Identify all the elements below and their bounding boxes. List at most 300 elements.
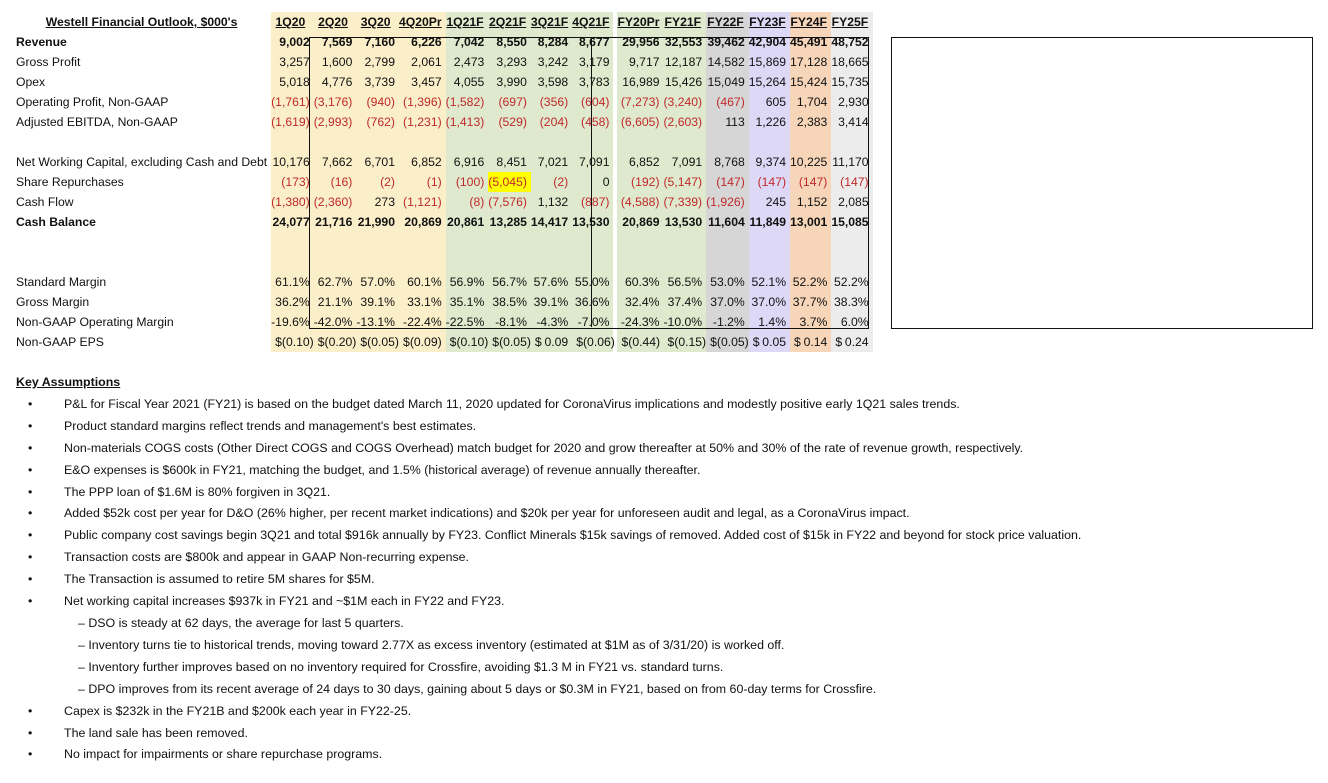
assumptions-list [16,394,1316,766]
value-text: (5,147) [663,175,703,189]
value-cell [831,52,872,72]
value-text: 273 [374,195,395,209]
value-text: (147) [798,175,828,189]
value-cell [356,172,399,192]
value-cell [831,172,872,192]
value-cell [399,92,446,112]
value-text: 52.2% [792,275,828,289]
value-text: 32.4% [624,295,660,309]
value-text: 29,956 [622,35,660,49]
spacer-cell [399,232,446,252]
assumption-text: Transaction costs are $800k and appear in GAAP Non-recurring expense. [64,550,469,565]
value-text: 245 [765,195,787,209]
row-label: Cash Balance [16,215,96,229]
value-cell [831,292,872,312]
value-text: 52.1% [751,275,787,289]
value-cell [706,152,749,172]
value-text: (0.10) [281,335,314,349]
assumption-item [16,723,1316,745]
row-label: Opex [16,75,46,89]
spacer-cell [0,252,271,272]
row-label: Adjusted EBITDA, Non-GAAP [16,115,178,129]
spacer-cell [271,132,314,152]
value-text: (6,605) [620,115,660,129]
value-text: 13,530 [664,215,703,229]
value-text: 0.05 [762,335,787,349]
value-text: 7,662 [321,155,353,169]
value-text: (7,339) [663,195,703,209]
value-text: (0.05) [367,335,399,349]
value-cell [790,32,831,52]
value-text: (2,993) [313,115,353,129]
table-row [0,152,873,172]
value-text: 2,799 [364,55,395,69]
value-cell [356,192,399,212]
bullet-marker: • [28,703,33,718]
value-text: (5,045) [488,175,527,189]
currency-symbol: $ [275,335,282,349]
assumption-item [16,438,1316,460]
value-cell [572,52,613,72]
value-cell [356,32,399,52]
value-cell [749,92,790,112]
value-text: 15,426 [664,75,703,89]
value-text: 3,739 [364,75,395,89]
spacer-cell [399,132,446,152]
sub-marker: – [78,659,85,674]
spacer-cell [488,132,531,152]
table-row [0,92,873,112]
value-cell [617,92,663,112]
table-row [0,52,873,72]
value-cell [664,112,707,132]
value-text: 56.9% [449,275,485,289]
value-text: 20,869 [622,215,660,229]
value-text: -1.2% [712,315,745,329]
assumption-text: Public company cost savings begin 3Q21 and total $916k annually by FY23. Conflict Minerals $15k savings of removed. Added cost of $15k in FY22 and beyond for stock price valuation. [64,528,1082,543]
value-cell [790,192,831,212]
value-cell [831,72,872,92]
row-label: Net Working Capital, excluding Cash and Debt [16,155,268,169]
value-cell [790,332,831,352]
value-cell [790,212,831,232]
value-cell [749,332,790,352]
value-text: (8) [469,195,485,209]
value-cell [831,32,872,52]
spacer-cell [664,252,707,272]
value-text: (2) [380,175,395,189]
value-text: 2,383 [796,115,828,129]
bullet-marker: • [28,550,33,565]
value-text: 56.5% [667,275,703,289]
value-text: 48,752 [831,35,869,49]
value-cell [617,72,663,92]
bullet-marker: • [28,396,33,411]
value-text: 52.2% [834,275,869,289]
value-cell [664,92,707,112]
assumption-text: The land sale has been removed. [64,725,248,740]
currency-symbol: $ [835,335,843,349]
spacer-cell [664,232,707,252]
value-text: (0.06) [582,335,615,349]
value-text: 32,553 [664,35,703,49]
value-cell [617,112,663,132]
value-cell [271,72,314,92]
value-cell [356,212,399,232]
value-cell [790,312,831,332]
value-cell [617,152,663,172]
value-text: 11,170 [832,155,869,169]
value-text: (2,603) [663,115,703,129]
value-text: 3,293 [496,55,527,69]
spacer-cell [664,132,707,152]
value-cell [617,272,663,292]
value-cell [356,112,399,132]
value-text: 14,582 [707,55,745,69]
value-text: 13,530 [572,215,610,229]
value-text: 3,990 [496,75,527,89]
value-text: (147) [757,175,787,189]
value-cell [749,272,790,292]
value-cell [314,212,357,232]
value-text: 2,473 [453,55,485,69]
spacer-cell [314,252,357,272]
value-cell [271,292,314,312]
value-text: (0.20) [324,335,357,349]
value-cell [531,152,572,172]
spacer-cell [271,232,314,252]
value-text: 38.3% [834,295,869,309]
value-text: 60.3% [624,275,660,289]
value-text: -24.3% [620,315,660,329]
value-cell [706,172,749,192]
spacer-cell [790,132,831,152]
value-cell [446,292,489,312]
value-text: (0.09) [409,335,442,349]
assumption-text: P&L for Fiscal Year 2021 (FY21) is based on the budget dated March 11, 2020 updated for CoronaVirus implications and modestly positive early 1Q21 sales trends. [64,396,960,411]
spacer-cell [749,232,790,252]
value-cell [749,212,790,232]
value-cell [488,272,531,292]
value-text: 7,091 [671,155,703,169]
spacer-cell [572,252,613,272]
spacer-row [0,232,873,252]
spacer-cell [531,132,572,152]
column-header: 3Q20 [356,12,399,32]
assumption-text: Added $52k cost per year for D&O (26% higher, per recent market indications) and $20k per year for unforeseen audit and legal, as a CoronaVirus impact. [64,506,910,521]
value-text: 2,930 [838,95,869,109]
spacer-cell [356,232,399,252]
value-cell [617,292,663,312]
assumption-subitem [16,635,1316,657]
value-text: 17,128 [790,55,828,69]
value-cell [488,172,531,192]
assumption-item [16,525,1316,547]
value-text: 6,701 [364,155,395,169]
currency-symbol: $ [667,335,675,349]
value-cell [314,332,357,352]
value-text: 60.1% [407,275,442,289]
column-header: 3Q21F [531,12,572,32]
sub-marker: – [78,637,85,652]
value-cell [664,152,707,172]
currency-symbol: $ [402,335,410,349]
value-cell [531,92,572,112]
table-row [0,112,873,132]
row-label: Operating Profit, Non-GAAP [16,95,169,109]
value-cell [831,112,872,132]
bullet-marker: • [28,462,33,477]
value-cell [531,172,572,192]
value-cell [271,312,314,332]
value-text: (1,619) [271,115,310,129]
table-row [0,312,873,332]
currency-symbol: $ [794,335,801,349]
assumption-item [16,460,1316,482]
value-text: (697) [498,95,527,109]
value-text: (7,576) [488,195,527,209]
value-text: (762) [366,115,395,129]
value-cell [706,192,749,212]
bullet-marker: • [28,725,33,740]
column-header: FY21F [664,12,707,32]
value-text: 3,598 [537,75,569,89]
value-cell [399,52,446,72]
value-text: 39.1% [360,295,395,309]
assumption-text: Non-materials COGS costs (Other Direct COGS and COGS Overhead) match budget for 2020 and grow thereafter at 50% and 30% of the rate of revenue growth, respectively. [64,440,1024,455]
value-cell [790,172,831,192]
value-cell [749,72,790,92]
value-text: (940) [366,95,395,109]
value-cell [446,192,489,212]
spacer-cell [749,132,790,152]
value-cell [271,152,314,172]
value-text: 1,704 [796,95,828,109]
value-cell [831,332,872,352]
value-cell [617,32,663,52]
value-text: (0.05) [716,335,749,349]
value-text: 7,021 [537,155,569,169]
column-header: 4Q20Pr [399,12,446,32]
financial-outlook-table [0,12,873,352]
value-cell [531,112,572,132]
value-text: 24,077 [272,215,310,229]
value-cell [446,32,489,52]
value-text: 3,257 [279,55,310,69]
value-text: 1,152 [796,195,828,209]
value-cell [399,312,446,332]
value-cell [790,52,831,72]
value-text: 2,085 [838,195,869,209]
value-cell [488,192,531,212]
table-title: Westell Financial Outlook, $000's [45,15,238,29]
value-cell [749,32,790,52]
value-text: 3.7% [799,315,828,329]
spacer-cell [790,252,831,272]
value-cell [531,312,572,332]
value-text: 8,451 [496,155,527,169]
value-text: 42,904 [748,35,787,49]
value-text: 3,457 [411,75,442,89]
assumption-item [16,701,1316,723]
column-header: 1Q21F [446,12,489,32]
currency-symbol: $ [752,335,760,349]
sub-marker: – [78,681,85,696]
table-header-row [0,12,873,32]
years-frame [891,37,1313,329]
value-text: (1,396) [403,95,442,109]
value-text: (1,121) [403,195,442,209]
assumption-text: Capex is $232k in the FY21B and $200k each year in FY22-25. [64,703,412,718]
assumption-item [16,569,1316,591]
value-text: 7,091 [578,155,610,169]
assumption-item [16,591,1316,613]
value-cell [446,272,489,292]
spacer-cell [399,252,446,272]
value-text: 35.1% [449,295,485,309]
assumption-item [16,416,1316,438]
value-cell [356,92,399,112]
value-text: 4,776 [321,75,353,89]
value-cell [831,152,872,172]
assumption-text: E&O expenses is $600k in FY21, matching the budget, and 1.5% (historical average) of revenue annually thereafter. [64,462,701,477]
value-text: 15,424 [790,75,828,89]
value-text: (1,926) [706,195,745,209]
value-text: (529) [498,115,527,129]
value-text: (2) [553,175,569,189]
value-cell [314,152,357,172]
value-text: 37.0% [751,295,787,309]
value-cell [749,112,790,132]
spacer-cell [531,232,572,252]
column-header: 2Q20 [314,12,357,32]
value-text: 2,061 [411,55,442,69]
value-cell [531,52,572,72]
spacer-cell [706,132,749,152]
value-cell [706,272,749,292]
value-text: 61.1% [275,275,310,289]
value-text: (458) [581,115,610,129]
value-cell [446,52,489,72]
value-cell [399,112,446,132]
subitem-text: DSO is steady at 62 days, the average for last 5 quarters. [84,615,404,630]
value-cell [831,92,872,112]
row-label: Non-GAAP Operating Margin [16,315,174,329]
value-cell [314,92,357,112]
value-text: 11,849 [749,215,787,229]
value-cell [399,272,446,292]
value-text: (1,582) [445,95,485,109]
assumption-text: Product standard margins reflect trends and management's best estimates. [64,418,477,433]
value-text: 62.7% [317,275,353,289]
table-row [0,332,873,352]
value-cell [314,52,357,72]
value-cell [356,152,399,172]
value-cell [399,192,446,212]
spacer-row [0,132,873,152]
bullet-marker: • [28,572,33,587]
value-cell [271,172,314,192]
spacer-cell [617,252,663,272]
value-text: (100) [455,175,485,189]
bullet-marker: • [28,506,33,521]
value-text: (3,176) [313,95,353,109]
assumption-subitem [16,613,1316,635]
value-cell [831,212,872,232]
value-cell [531,32,572,52]
row-label: Revenue [16,35,67,49]
assumption-subitem [16,679,1316,701]
value-cell [572,192,613,212]
value-cell [356,332,399,352]
value-text: 9,002 [279,35,310,49]
value-text: 21,990 [357,215,395,229]
value-text: 15,085 [831,215,869,229]
value-cell [271,192,314,212]
spacer-cell [271,252,314,272]
value-text: 9,717 [629,55,660,69]
value-text: -42.0% [313,315,353,329]
value-text: 1,132 [537,195,569,209]
spacer-cell [531,252,572,272]
value-text: 3,242 [537,55,569,69]
value-text: -13.1% [356,315,395,329]
spacer-cell [831,252,872,272]
value-text: 0.14 [803,335,828,349]
value-cell [271,52,314,72]
column-header: FY22F [706,12,749,32]
value-cell [271,92,314,112]
value-text: (1,413) [445,115,485,129]
value-text: 20,869 [404,215,442,229]
value-text: (1) [426,175,442,189]
assumption-text: No impact for impairments or share repurchase programs. [64,747,383,762]
value-cell [446,112,489,132]
value-text: 6,852 [629,155,660,169]
value-text: 38.5% [492,295,527,309]
spacer-cell [314,132,357,152]
table-row [0,292,873,312]
value-cell [664,52,707,72]
value-cell [356,72,399,92]
value-cell [356,312,399,332]
value-text: (0.44) [628,335,661,349]
value-cell [314,72,357,92]
spacer-cell [0,132,271,152]
value-text: 36.6% [574,295,610,309]
value-cell [749,192,790,212]
column-header: FY23F [749,12,790,32]
value-text: (16) [330,175,353,189]
value-text: 37.4% [667,295,703,309]
row-label: Cash Flow [16,195,74,209]
value-cell [706,112,749,132]
key-assumptions [16,372,1316,766]
value-cell [664,272,707,292]
bullet-marker: • [28,594,33,609]
value-cell [399,32,446,52]
assumption-item [16,547,1316,569]
table-row [0,172,873,192]
value-text: 13,001 [790,215,828,229]
currency-symbol: $ [360,335,368,349]
value-cell [314,272,357,292]
value-cell [617,312,663,332]
value-cell [446,312,489,332]
value-cell [572,92,613,112]
value-cell [531,272,572,292]
value-text: 15,735 [831,75,869,89]
